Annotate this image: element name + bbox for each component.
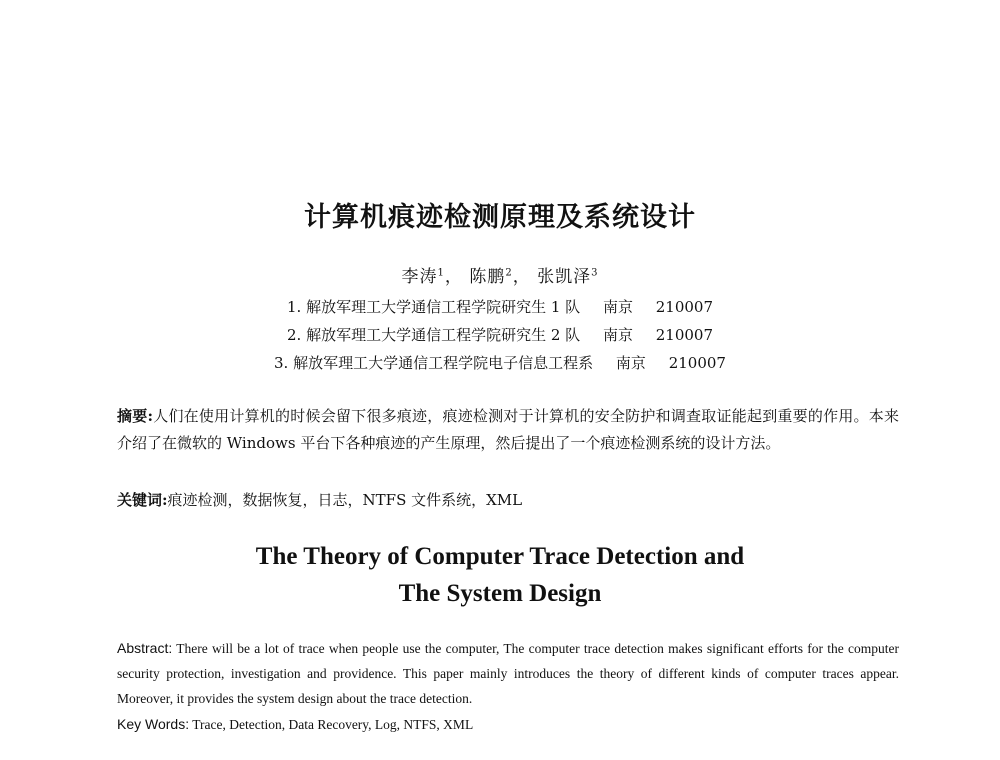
chinese-abstract-text: 人们在使用计算机的时候会留下很多痕迹，痕迹检测对于计算机的安全防护和调查取证能起到重要的作用。本来介绍了在微软的 Windows 平台下各种痕迹的产生原理，然后提出了一个痕迹检测系统的设计方法。 xyxy=(117,407,899,452)
english-abstract xyxy=(117,636,899,711)
affiliation-org: 解放军理工大学通信工程学院电子信息工程系 xyxy=(293,354,594,372)
chinese-keywords xyxy=(117,487,899,514)
affiliation-org: 解放军理工大学通信工程学院研究生 1 队 xyxy=(306,298,581,316)
affiliation-zip: 210007 xyxy=(655,298,714,316)
affiliation-org: 解放军理工大学通信工程学院研究生 2 队 xyxy=(306,326,581,344)
affiliation-city: 南京 xyxy=(602,326,633,344)
affiliation-2 xyxy=(0,324,1000,345)
chinese-abstract-label: 摘要: xyxy=(117,407,153,425)
author-separator: ， xyxy=(512,267,531,287)
author-affil-number: 3 xyxy=(591,267,599,279)
chinese-abstract xyxy=(117,403,899,457)
english-keywords-text: Trace, Detection, Data Recovery, Log, NTFS, XML xyxy=(192,717,474,732)
chinese-keywords-label: 关键词: xyxy=(117,491,168,509)
affiliation-3 xyxy=(0,352,1000,373)
affiliation-zip: 210007 xyxy=(655,326,714,344)
english-title-line-1: The Theory of Computer Trace Detection and xyxy=(255,543,745,570)
author-name: 张凯泽 xyxy=(537,267,592,287)
english-keywords xyxy=(117,712,899,737)
chinese-title: 计算机痕迹检测原理及系统设计 xyxy=(304,202,696,233)
author-affil-number: 2 xyxy=(505,267,513,279)
author-affil-number: 1 xyxy=(437,267,445,279)
english-abstract-label: Abstract: xyxy=(117,640,173,656)
chinese-keywords-text: 痕迹检测，数据恢复，日志，NTFS 文件系统，XML xyxy=(167,491,523,509)
affiliation-city: 南京 xyxy=(615,354,646,372)
english-keywords-label: Key Words: xyxy=(117,716,190,732)
author-name: 陈鹏 xyxy=(469,267,506,287)
english-title-line-2: The System Design xyxy=(398,580,602,607)
affiliation-city: 南京 xyxy=(602,298,633,316)
author-name: 李涛 xyxy=(401,267,438,287)
affiliation-number: 3. xyxy=(274,354,289,372)
affiliation-zip: 210007 xyxy=(668,354,726,372)
author-separator: ， xyxy=(444,267,463,287)
affiliation-number: 2. xyxy=(286,326,302,344)
english-abstract-text: There will be a lot of trace when people use the computer, The computer trace detection makes significant efforts for the computer security protection, investigation and providence. This paper mainly introduces the theory of different kinds of computer traces appear. Moreover, it provides the system design about the trace detection. xyxy=(117,641,899,706)
affiliation-number: 1. xyxy=(286,298,302,316)
affiliation-1 xyxy=(0,296,1000,317)
author-line xyxy=(0,262,1000,287)
